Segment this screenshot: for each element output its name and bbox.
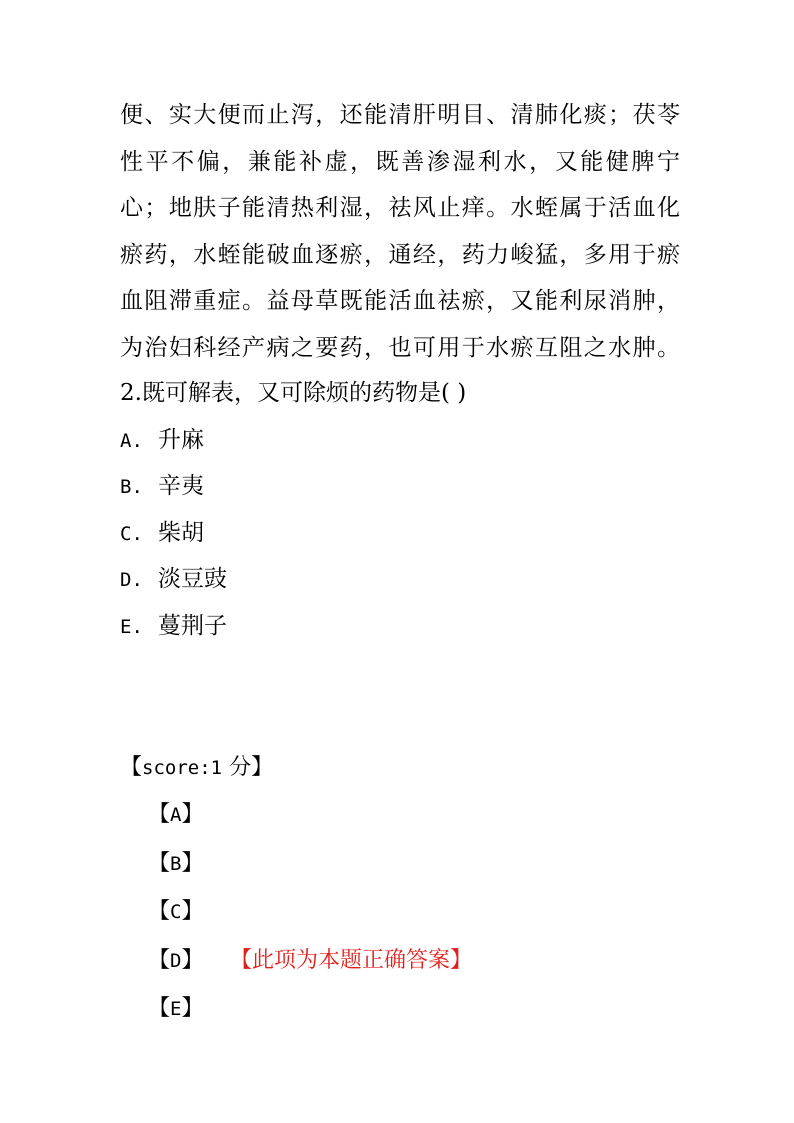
explanation-line: 心；地肤子能清热利湿，祛风止痒。水蛭属于活血化 bbox=[120, 195, 680, 221]
explanation-line: 血阻滞重症。益母草既能活血祛瘀，又能利尿消肿， bbox=[120, 288, 680, 314]
explanation-line: 瘀药，水蛭能破血逐瘀，通经，药力峻猛，多用于瘀 bbox=[120, 241, 680, 268]
answer-letter: E bbox=[170, 998, 182, 1020]
answer-letter: A bbox=[170, 804, 182, 826]
answer-open-bracket: 【 bbox=[148, 850, 171, 876]
option-letter: A. bbox=[120, 429, 143, 452]
explanation-line: 便、实大便而止泻，还能清肝明目、清肺化痰；茯苓 bbox=[120, 102, 680, 128]
answer-close-bracket: 】 bbox=[181, 996, 204, 1021]
correct-answer-note: 【此项为本题正确答案】 bbox=[230, 947, 473, 973]
option-d bbox=[120, 556, 680, 603]
option-text: 蔓荆子 bbox=[158, 612, 227, 639]
score-label bbox=[120, 745, 680, 791]
option-letter: E. bbox=[120, 615, 143, 638]
answer-close-bracket: 】 bbox=[181, 802, 204, 827]
score-close-bracket: 】 bbox=[251, 755, 274, 780]
answer-open-bracket: 【 bbox=[148, 947, 171, 973]
answer-open-bracket: 【 bbox=[148, 802, 171, 827]
question-block bbox=[120, 370, 680, 649]
answer-close-bracket: 】 bbox=[181, 899, 204, 924]
explanation-paragraph bbox=[120, 92, 680, 371]
answer-letter: C bbox=[170, 901, 182, 923]
score-block bbox=[120, 745, 680, 1034]
answer-close-bracket: 】 bbox=[181, 947, 204, 973]
option-letter: B. bbox=[120, 476, 143, 498]
score-value: score:1 bbox=[142, 757, 223, 779]
option-e bbox=[120, 603, 680, 650]
answer-letter: B bbox=[170, 852, 182, 875]
answer-row-d bbox=[120, 937, 680, 986]
option-text: 辛夷 bbox=[158, 473, 204, 499]
answer-row-e bbox=[120, 985, 680, 1034]
option-letter: C. bbox=[120, 522, 143, 545]
score-unit: 分 bbox=[222, 755, 252, 780]
answer-open-bracket: 【 bbox=[148, 899, 171, 924]
option-text: 柴胡 bbox=[158, 519, 204, 546]
option-letter: D. bbox=[120, 569, 143, 591]
explanation-line: 为治妇科经产病之要药，也可用于水瘀互阻之水肿。 bbox=[120, 334, 680, 361]
answer-row-b bbox=[120, 840, 680, 889]
question-stem: 2.既可解表，又可除烦的药物是( ) bbox=[120, 380, 467, 406]
option-c bbox=[120, 510, 680, 557]
explanation-line: 性平不偏，兼能补虚，既善渗湿利水，又能健脾宁 bbox=[120, 148, 680, 175]
answer-open-bracket: 【 bbox=[148, 996, 171, 1021]
score-open-bracket: 【 bbox=[120, 755, 143, 780]
option-text: 淡豆豉 bbox=[158, 566, 227, 592]
answer-close-bracket: 】 bbox=[181, 850, 204, 876]
answer-letter: D bbox=[170, 949, 182, 972]
option-text: 升麻 bbox=[158, 426, 204, 453]
answer-row-a bbox=[120, 791, 680, 840]
option-b bbox=[120, 463, 680, 510]
answer-row-c bbox=[120, 888, 680, 937]
option-a bbox=[120, 417, 680, 464]
